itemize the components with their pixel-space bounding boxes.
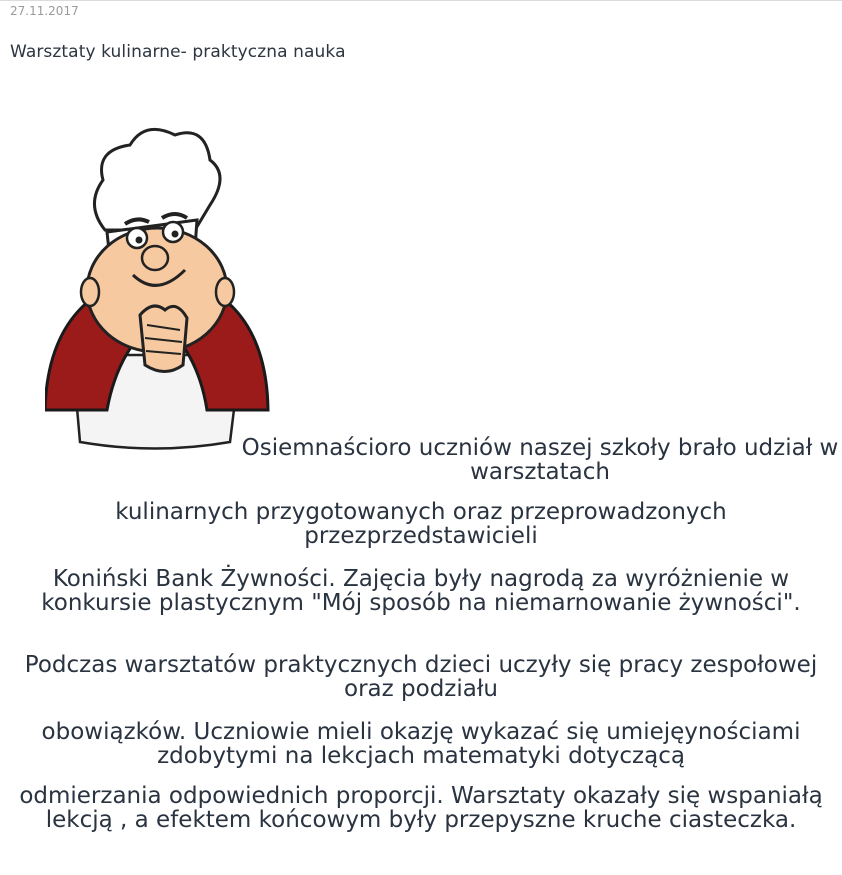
top-divider (0, 0, 842, 1)
paragraph-2: kulinarnych przygotowanych oraz przeprowadzonych przezprzedstawicieli (115, 499, 727, 549)
post-title[interactable]: Warsztaty kulinarne- praktyczna nauka (10, 42, 346, 62)
paragraph-6: odmierzania odpowiednich proporcji. Warsztaty okazały się wspaniałą lekcją , a efektem końcowym były przepyszne kruche ciasteczka. (19, 783, 823, 833)
chef-illustration-icon (45, 120, 270, 450)
paragraph-1: Osiemnaścioro uczniów naszej szkoły brało udział w warsztatach (241, 435, 839, 485)
post-date: 27.11.2017 (10, 4, 79, 18)
paragraph-5: obowiązków. Uczniowie mieli okazję wykazać się umiejęynościami zdobytymi na lekcjach matematyki dotyczącą (41, 719, 801, 769)
paragraph-4: Podczas warsztatów praktycznych dzieci uczyły się pracy zespołowej oraz podziału (24, 652, 818, 702)
paragraph-3: Koniński Bank Żywności. Zajęcia były nagrodą za wyróżnienie w konkursie plastycznym "Mój sposób na niemarnowanie żywności". (41, 566, 801, 616)
